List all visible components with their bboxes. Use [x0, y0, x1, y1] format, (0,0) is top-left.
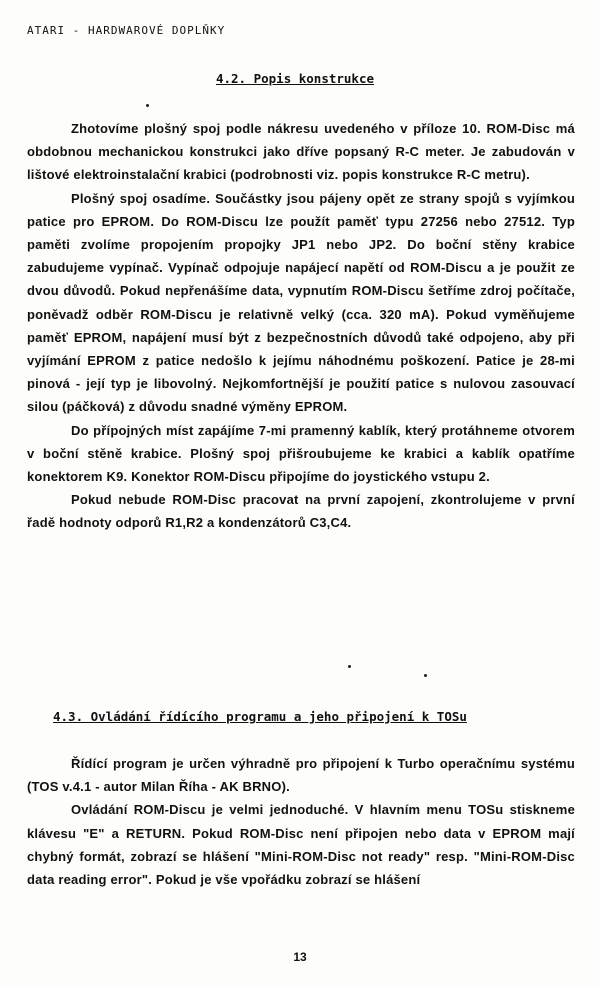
paragraph: Do přípojných míst zapájíme 7-mi pramenný kablík, který protáhneme otvorem v boční stěně krabice. Plošný spoj přišroubujeme ke krabici a kablík opatříme konektorem K9. Konektor ROM-Discu připojíme do joystického vstupu 2. — [27, 422, 575, 485]
section-heading-ovladani-programu: 4.3. Ovládání řídícího programu a jeho připojení k TOSu — [53, 709, 467, 724]
paragraph: Zhotovíme plošný spoj podle nákresu uvedeného v příloze 10. ROM-Disc má obdobnou mechanickou konstrukci jako dříve popsaný R-C meter. Je zabudován v lištové elektroinstalační krabici (podrobnosti viz. popis konstrukce R-C metru). — [27, 121, 575, 183]
scan-speck — [348, 665, 351, 668]
paragraph: Plošný spoj osadíme. Součástky jsou pájeny opět ze strany spojů s vyjímkou patice pro EPROM. Do ROM-Discu lze použít paměť typu 27256 nebo 27512. Typ paměti zvolíme propojením propojky JP1 nebo JP2. Do boční stěny krabice zabudujeme vypínač. Vypínač odpojuje napájecí napětí od ROM-Discu a je použit ze dvou důvodů. Pokud nepřenášíme data, vypnutím ROM-Discu šetříme zdroj počítače, poněvadž odběr ROM-Discu je relativně velký (cca. 320 mA). Pokud vyměňujeme paměť EPROM, napájení musí být z bezpečnostních důvodů také odpojeno, aby při vyjímání EPROM z patice nedošlo k jejímu náhodnému poškození. Patice je 28-mi pinová - její typ je libovolný. Nejkomfortnější je použití patice s nulovou zasouvací silou (páčková) z důvodu snadné výměny EPROM. — [27, 190, 575, 415]
section-body-popis-konstrukce — [27, 117, 575, 535]
section-heading-popis-konstrukce: 4.2. Popis konstrukce — [215, 71, 375, 86]
scan-speck — [424, 674, 427, 677]
paragraph: Řídící program je určen výhradně pro připojení k Turbo operačnímu systému (TOS v.4.1 - autor Milan Říha - AK BRNO). — [27, 756, 575, 795]
section-body-ovladani-programu — [27, 752, 575, 891]
scan-speck — [146, 104, 149, 107]
running-header: ATARI - HARDWAROVÉ DOPLŇKY — [27, 24, 226, 37]
paragraph: Ovládání ROM-Discu je velmi jednoduché. V hlavním menu TOSu stiskneme klávesu "E" a RETURN. Pokud ROM-Disc není připojen nebo data v EPROM mají chybný formát, zobrazí se hlášení "Mini-ROM-Disc not ready" resp. "Mini-ROM-Disc data reading error". Pokud je vše vpořádku zobrazí se hlášení — [27, 802, 575, 888]
paragraph: Pokud nebude ROM-Disc pracovat na první zapojení, zkontrolujeme v první řadě hodnoty odporů R1,R2 a kondenzátorů C3,C4. — [27, 492, 575, 531]
page-number: 13 — [293, 950, 307, 964]
